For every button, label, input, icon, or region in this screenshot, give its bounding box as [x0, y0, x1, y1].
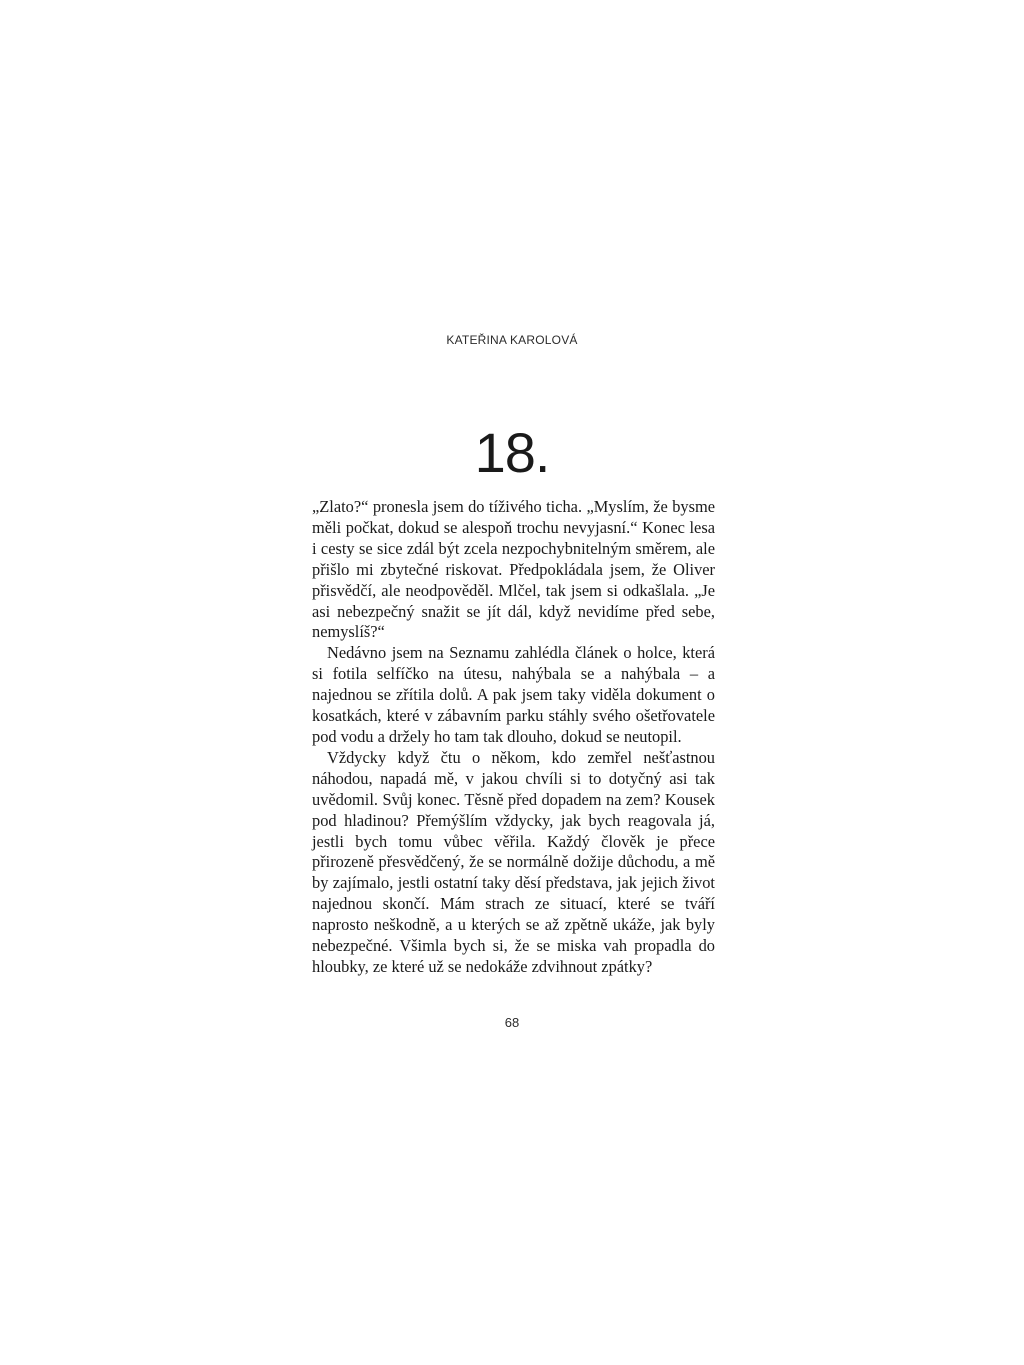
body-text — [312, 497, 715, 978]
paragraph-3: Vždycky když čtu o někom, kdo zemřel nešťastnou náhodou, napadá mě, v jakou chvíli si to dotyčný asi tak uvědomil. Svůj konec. Těsně před dopadem na zem? Kousek pod hladinou? Přemýšlím vždycky, jak bych reagovala já, jestli bych tomu vůbec věřila. Každý člověk je přece přirozeně přesvědčený, že se normálně dožije důchodu, a mě by zajímalo, jestli ostatní taky děsí představa, jak jejich život najednou skončí. Mám strach ze situací, které se tváří naprosto neškodně, a u kterých se až zpětně ukáže, jak byly nebezpečné. Všimla bych si, že se miska vah propadla do hloubky, ze které už se nedokáže zdvihnout zpátky? — [312, 747, 715, 976]
paragraph-1: „Zlato?“ pronesla jsem do tíživého ticha. „Myslím, že bysme měli počkat, dokud se alespoň trochu nevyjasní.“ Konec lesa i cesty se sice zdál být zcela nezpochybnitelným směrem, ale přišlo mi zbytečné riskovat. Předpokládala jsem, že Oliver přisvědčí, ale neodpověděl. Mlčel, tak jsem si odkašlala. „Je asi nebezpečný snažit se jít dál, když nevidíme před sebe, nemyslíš?“ — [312, 497, 715, 642]
chapter-number: 18. — [474, 421, 550, 484]
page-number: 68 — [504, 1015, 520, 1030]
running-header: KATEŘINA KAROLOVÁ — [446, 333, 578, 347]
paragraph-2: Nedávno jsem na Seznamu zahlédla článek o holce, která si fotila selfíčko na útesu, nahýbala se a nahýbala – a najednou se zřítila dolů. A pak jsem taky viděla dokument o kosatkách, které v zábavním parku stáhly svého ošetřovatele pod vodu a držely ho tam tak dlouho, dokud se neutopil. — [312, 643, 715, 746]
